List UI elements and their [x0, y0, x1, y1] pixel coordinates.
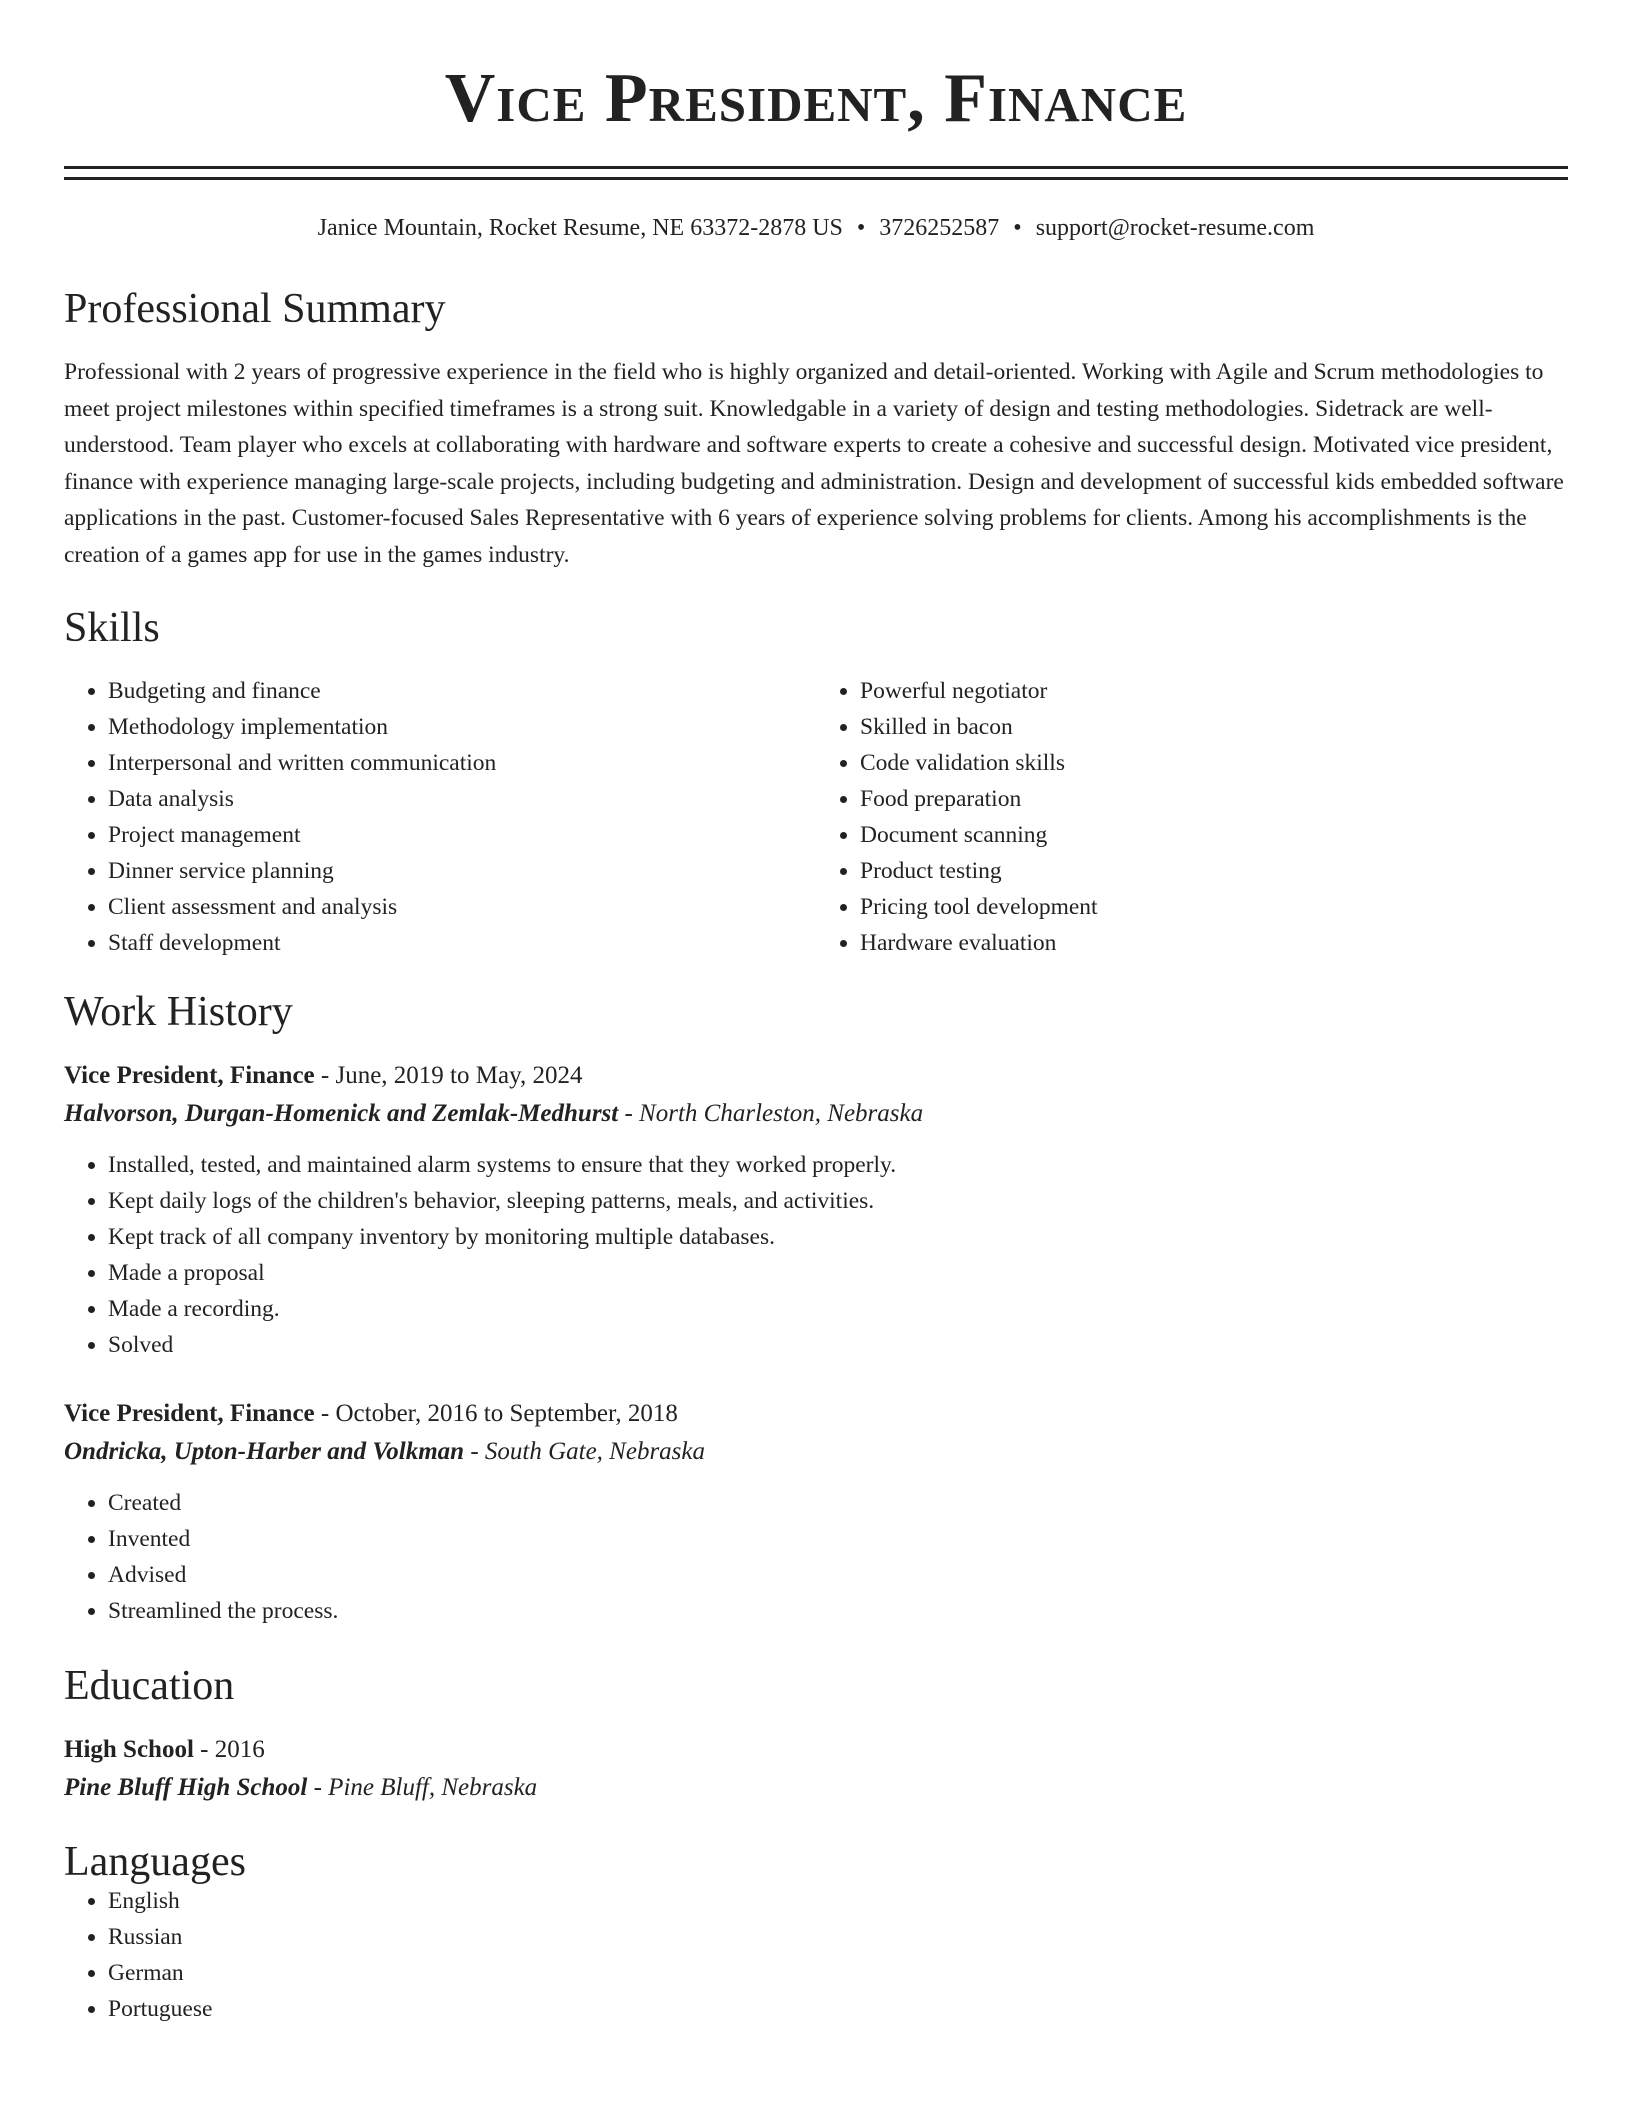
skill-item: • Document scanning	[860, 817, 1568, 853]
language-item: • Russian	[108, 1919, 1568, 1955]
skill-item: • Data analysis	[108, 781, 816, 817]
job-duty: • Installed, tested, and maintained alarm systems to ensure that they worked properly.	[108, 1147, 1568, 1183]
skill-item: • Project management	[108, 817, 816, 853]
skill-item: • Powerful negotiator	[860, 673, 1568, 709]
job-entry	[64, 1395, 1568, 1629]
skill-item: • Skilled in bacon	[860, 709, 1568, 745]
language-item: • English	[108, 1883, 1568, 1919]
contact-phone: 3726252587	[879, 215, 1000, 241]
contact-separator: •	[1013, 215, 1022, 241]
job-duty: • Created	[108, 1485, 1568, 1521]
job-duty: • Advised	[108, 1557, 1568, 1593]
education-school: Pine Bluff High School	[64, 1774, 308, 1801]
skill-item: • Methodology implementation	[108, 709, 816, 745]
language-item: • German	[108, 1955, 1568, 1991]
job-location: - South Gate, Nebraska	[464, 1438, 706, 1465]
job-location: - North Charleston, Nebraska	[618, 1100, 924, 1127]
skill-item: • Dinner service planning	[108, 853, 816, 889]
education-entry	[64, 1731, 1568, 1807]
education-location: - Pine Bluff, Nebraska	[307, 1774, 538, 1801]
skill-item: • Code validation skills	[860, 745, 1568, 781]
job-duty: • Streamlined the process.	[108, 1593, 1568, 1629]
job-duty: • Made a recording.	[108, 1291, 1568, 1327]
languages-list	[64, 1883, 1568, 2027]
contact-line	[64, 216, 1568, 240]
skill-item: • Staff development	[108, 925, 816, 961]
job-duties-list	[64, 1485, 1568, 1629]
job-company-line	[64, 1433, 1568, 1471]
skill-item: • Interpersonal and written communication	[108, 745, 816, 781]
job-title: Vice President, Finance	[64, 1062, 315, 1089]
work-history-heading: Work History	[64, 989, 293, 1035]
job-duty: • Kept track of all company inventory by monitoring multiple databases.	[108, 1219, 1568, 1255]
summary-heading: Professional Summary	[64, 286, 446, 332]
header-divider	[64, 166, 1568, 180]
job-dates: - June, 2019 to May, 2024	[314, 1062, 583, 1089]
skill-item: • Product testing	[860, 853, 1568, 889]
contact-email: support@rocket-resume.com	[1035, 215, 1315, 241]
education-heading: Education	[64, 1663, 235, 1709]
skills-list-left	[64, 673, 816, 961]
job-company-line	[64, 1095, 1568, 1133]
skills-columns	[64, 673, 1568, 961]
job-entry	[64, 1057, 1568, 1363]
job-duty: • Made a proposal	[108, 1255, 1568, 1291]
job-company: Halvorson, Durgan-Homenick and Zemlak-Medhurst	[64, 1100, 619, 1127]
job-title-line	[64, 1395, 1568, 1433]
education-degree-line	[64, 1731, 1568, 1769]
education-degree: High School	[64, 1736, 194, 1763]
contact-address: Janice Mountain, Rocket Resume, NE 63372-2878 US	[317, 215, 843, 241]
job-title: Vice President, Finance	[64, 1400, 315, 1427]
language-item: • Portuguese	[108, 1991, 1568, 2027]
job-title-line	[64, 1057, 1568, 1095]
job-duties-list	[64, 1147, 1568, 1363]
job-company: Ondricka, Upton-Harber and Volkman	[64, 1438, 465, 1465]
skills-list-right	[816, 673, 1568, 961]
skills-heading: Skills	[64, 605, 160, 651]
job-duty: • Solved	[108, 1327, 1568, 1363]
contact-separator: •	[856, 215, 866, 241]
education-school-line	[64, 1769, 1568, 1807]
job-duty: • Invented	[108, 1521, 1568, 1557]
resume-title: Vice President, Finance	[444, 60, 1188, 137]
languages-heading: Languages	[64, 1839, 246, 1885]
skill-item: • Food preparation	[860, 781, 1568, 817]
summary-text: Professional with 2 years of progressive experience in the field who is highly organized and detail-oriented. Working with Agile and Scrum methodologies to meet project milestones within specified timeframes is a strong suit. Knowledgable in a variety of design and testing methodologies. Sidetrack are well-understood. Team player who excels at collaborating with hardware and software experts to create a cohesive and successful design. Motivated vice president, finance with experience managing large-scale projects, including budgeting and administration. Design and development of successful kids embedded software applications in the past. Customer-focused Sales Representative with 6 years of experience solving problems for clients. Among his accomplishments is the creation of a games app for use in the games industry.	[64, 359, 1564, 568]
job-duty: • Kept daily logs of the children's behavior, sleeping patterns, meals, and activities.	[108, 1183, 1568, 1219]
skill-item: • Budgeting and finance	[108, 673, 816, 709]
job-dates: - October, 2016 to September, 2018	[314, 1400, 678, 1427]
skill-item: • Pricing tool development	[860, 889, 1568, 925]
skill-item: • Hardware evaluation	[860, 925, 1568, 961]
education-year: - 2016	[193, 1736, 265, 1763]
skill-item: • Client assessment and analysis	[108, 889, 816, 925]
